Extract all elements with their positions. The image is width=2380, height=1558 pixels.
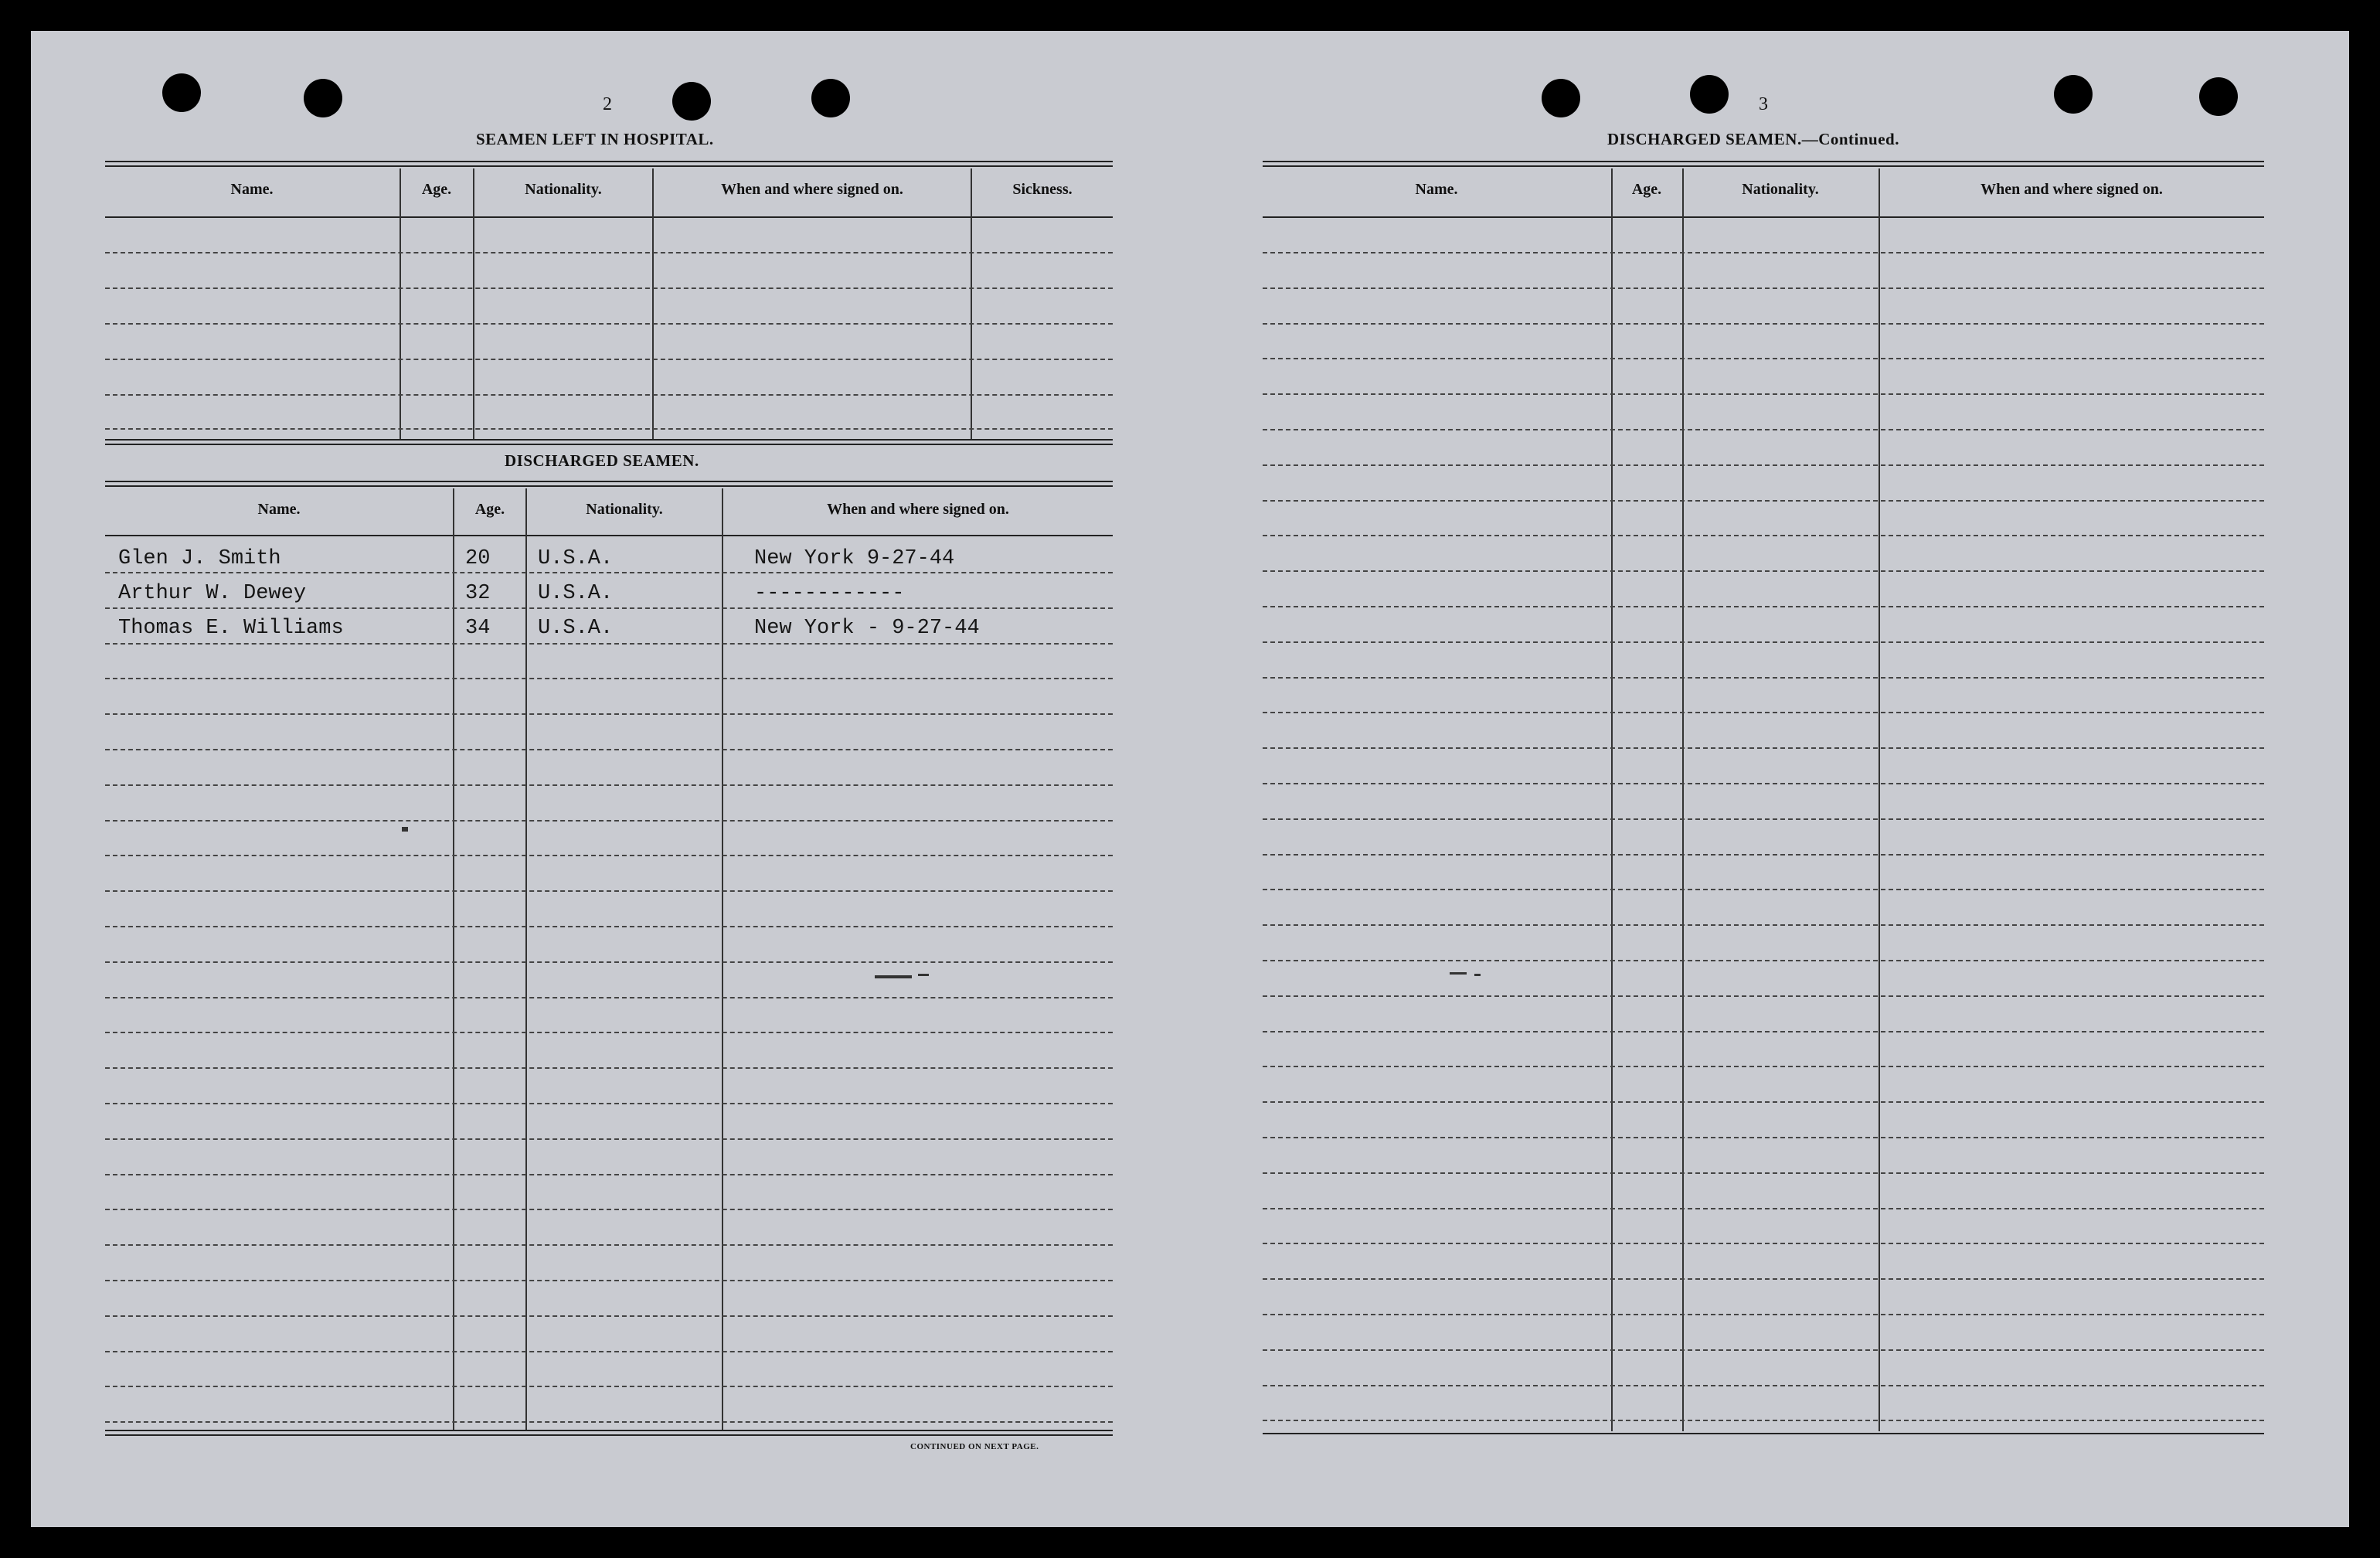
ink-smudge — [918, 974, 929, 976]
rule-line — [105, 1244, 1113, 1246]
rule-line — [105, 1280, 1113, 1281]
rule-line — [105, 1209, 1113, 1210]
discharged-col-age: Age. — [474, 501, 505, 518]
hospital-col-sickness: Sickness. — [1012, 181, 1073, 198]
rule-line — [105, 997, 1113, 998]
seaman-name: Arthur W. Dewey — [118, 582, 307, 605]
hospital-col-signed-on: When and where signed on. — [721, 181, 903, 198]
punch-hole — [162, 73, 201, 112]
discharged-col-name: Name. — [257, 501, 301, 518]
continued-col-nationality: Nationality. — [1742, 181, 1819, 198]
seaman-nationality: U.S.A. — [538, 582, 614, 605]
rule-line — [1263, 960, 2264, 961]
ink-smudge — [1474, 974, 1481, 976]
rule-line — [1263, 500, 2264, 502]
continued-col-name: Name. — [1415, 181, 1458, 198]
ink-smudge — [1450, 972, 1467, 975]
rule-line — [105, 961, 1113, 963]
rule-line — [1263, 783, 2264, 784]
rule-line — [105, 1138, 1113, 1140]
discharged-section-title: DISCHARGED SEAMEN. — [505, 451, 699, 470]
rule-line — [105, 1174, 1113, 1175]
discharged-continued-title: DISCHARGED SEAMEN.—Continued. — [1607, 130, 1899, 148]
rule-line — [1263, 1278, 2264, 1280]
rule-line — [1263, 1208, 2264, 1209]
continued-note: CONTINUED ON NEXT PAGE. — [910, 1442, 1039, 1451]
seaman-age: 32 — [465, 582, 491, 605]
rule-line — [105, 1032, 1113, 1033]
document-spread — [31, 31, 2349, 1527]
hospital-col-name: Name. — [230, 181, 274, 198]
rule-line — [1263, 889, 2264, 890]
rule-line — [105, 678, 1113, 679]
punch-hole — [672, 82, 711, 121]
seaman-nationality: U.S.A. — [538, 617, 614, 640]
rule-line — [105, 1351, 1113, 1352]
rule-line — [1263, 252, 2264, 253]
seaman-nationality: U.S.A. — [538, 547, 614, 570]
hospital-section-title: SEAMEN LEFT IN HOSPITAL. — [476, 130, 714, 148]
rule-line — [1263, 1349, 2264, 1351]
page-number: 2 — [603, 94, 612, 114]
rule-line — [1263, 464, 2264, 466]
continued-col-age: Age. — [1631, 181, 1662, 198]
rule-line — [1263, 1172, 2264, 1174]
rule-line — [1263, 287, 2264, 289]
seaman-age: 20 — [465, 547, 491, 570]
page-number: 3 — [1759, 94, 1768, 114]
rule-line — [105, 749, 1113, 750]
rule-line — [1263, 1420, 2264, 1421]
rule-line — [1263, 1385, 2264, 1386]
rule-line — [105, 890, 1113, 892]
rule-line — [105, 1421, 1113, 1423]
rule-line — [105, 1386, 1113, 1387]
rule-line — [1263, 358, 2264, 359]
rule-line — [1263, 1066, 2264, 1067]
rule-line — [1263, 323, 2264, 325]
seaman-name: Thomas E. Williams — [118, 617, 344, 640]
seaman-signed-on: New York 9-27-44 — [754, 547, 955, 570]
rule-line — [1263, 854, 2264, 856]
rule-line — [1263, 1243, 2264, 1244]
rule-line — [1263, 924, 2264, 926]
punch-hole — [304, 79, 342, 117]
hospital-col-age: Age. — [421, 181, 452, 198]
rule-line — [1263, 1314, 2264, 1315]
punch-hole — [1542, 79, 1580, 117]
rule-line — [1263, 570, 2264, 572]
rule-line — [1263, 393, 2264, 395]
rule-line — [105, 855, 1113, 856]
rule-line — [105, 607, 1113, 609]
rule-line — [1263, 1137, 2264, 1138]
rule-line — [1263, 1031, 2264, 1032]
seaman-signed-on: ------------ — [754, 582, 905, 605]
punch-hole — [2199, 77, 2238, 116]
rule-line — [1263, 995, 2264, 997]
rule-line — [105, 1315, 1113, 1317]
rule-line — [105, 784, 1113, 786]
rule-line — [105, 1103, 1113, 1104]
rule-line — [105, 1067, 1113, 1069]
rule-line — [1263, 606, 2264, 607]
rule-line — [1263, 1101, 2264, 1103]
rule-line — [105, 820, 1113, 822]
rule-line — [105, 926, 1113, 927]
rule-line — [105, 572, 1113, 573]
rule-line — [1263, 641, 2264, 643]
punch-hole — [2054, 75, 2093, 114]
discharged-col-nationality: Nationality. — [586, 501, 663, 518]
rule-line — [1263, 818, 2264, 820]
rule-line — [105, 713, 1113, 715]
continued-col-signed-on: When and where signed on. — [1980, 181, 2163, 198]
seaman-name: Glen J. Smith — [118, 547, 281, 570]
rule-line — [1263, 677, 2264, 679]
punch-hole — [1690, 75, 1729, 114]
rule-line — [1263, 429, 2264, 430]
discharged-col-signed-on: When and where signed on. — [827, 501, 1009, 518]
punch-hole — [811, 79, 850, 117]
seaman-age: 34 — [465, 617, 491, 640]
ink-smudge — [402, 827, 408, 832]
rule-line — [1263, 747, 2264, 749]
hospital-col-nationality: Nationality. — [525, 181, 602, 198]
rule-line — [1263, 712, 2264, 713]
ink-smudge — [875, 975, 912, 978]
rule-line — [105, 643, 1113, 645]
rule-line — [1263, 535, 2264, 536]
seaman-signed-on: New York - 9-27-44 — [754, 617, 980, 640]
